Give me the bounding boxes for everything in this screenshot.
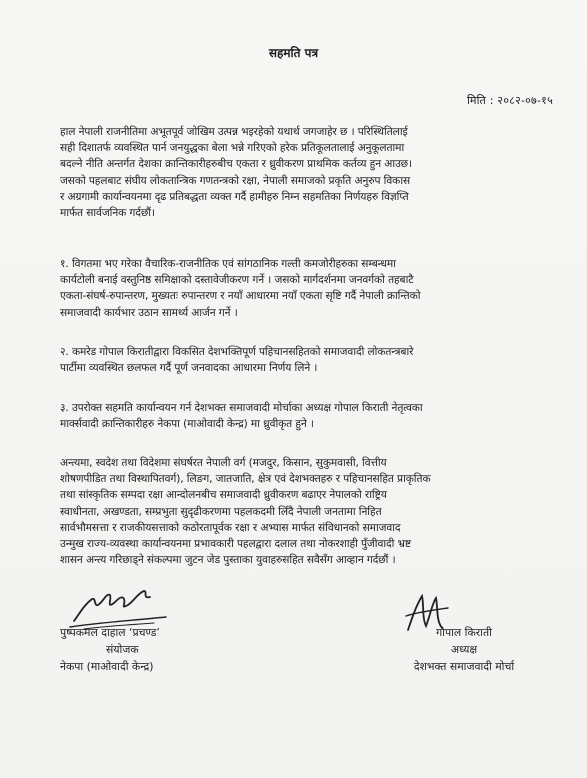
text-line: ३. उपरोक्त सहमति कार्यान्वयन गर्न देशभक्त समाजवादी मोर्चाका अध्यक्ष गोपाल किराती नेतृत्वका (60, 402, 423, 414)
text-line: मार्फत सार्वजनिक गर्दछौं। (60, 207, 155, 220)
signatory-left-org: नेकपा (माओवादी केन्द्र) (60, 660, 154, 673)
text-line: स्वाधीनता, अखण्डता, सम्प्रभुता सुदृढीकरणमा पहलकदमी लिँदै नेपाली जनतामा निहित (60, 505, 382, 518)
text-line: सही दिशातर्फ व्यवस्थित पार्न जनयुद्धका बेला भन्ने गरिएको हरेक प्रतिकूलतालाई अनुकूलतामा (60, 142, 405, 155)
text-line: शोषणपीडित तथा विस्थापितवर्ग), लिङग, जातजाति, क्षेत्र एवं देशभक्तहरु र पहिचानसहित प्राकृतिक (60, 473, 431, 486)
text-line: पार्टीमा व्यवस्थित छलफल गर्दै पूर्ण जनवादका आधारमा निर्णय लिने । (60, 362, 318, 375)
text-line: र अग्रगामी कार्यान्वयनमा दृढ प्रतिबद्धता व्यक्त गर्दै हामीहरु निम्न सहमतिका निर्णयहरु विज्ञप्ति (60, 190, 409, 203)
text-line: १. विगतमा भए गरेका वैचारिक-राजनीतिक एवं सांगठानिक गल्ती कमजोरीहरुका सम्बन्धमा (60, 258, 396, 270)
signatory-left (60, 624, 160, 675)
text-line: उन्मुख राज्य-व्यवस्था कार्यान्वयनमा प्रभावकारी पहलद्वारा दलाल तथा नोकरशाही पुँजीवादी भ्रष्ट (60, 538, 411, 551)
paragraph-conclusion (60, 455, 560, 568)
text-line: एकता-संघर्ष-रुपान्तरण, मुख्यतः रुपान्तरण र नयाँ आधारमा नयाँ एकता सृष्टि गर्दै नेपाली क्रान्तिको (60, 290, 421, 303)
text-line: अन्त्यमा, स्वदेश तथा विदेशमा संघर्षरत नेपाली वर्ग (मजदुर, किसान, सुकुमवासी, वित्तीय (60, 457, 387, 469)
paragraph-intro (60, 124, 560, 221)
signatory-left-role: संयोजक (106, 643, 139, 656)
text-line: मार्क्सवादी क्रान्तिकारीहरु नेकपा (माओवादी केन्द्र) मा ध्रुवीकृत हुने । (60, 418, 314, 431)
paragraph-point-3 (60, 400, 560, 432)
paragraph-point-2 (60, 344, 560, 376)
document-date: मिति : २०८२-०७-१५ (467, 94, 553, 107)
signatory-right-org: देशभक्त समाजवादी मोर्चा (413, 660, 515, 673)
signatory-right (379, 624, 549, 675)
signatory-left-name: पुष्पकमल दाहाल ‘प्रचण्ड’ (60, 626, 160, 639)
text-line: शासन अन्त्य गरिछाड्ने संकल्पमा जुटन जेड पुस्ताका युवाहरुसहित सवैसँग आव्हान गर्दछौं । (60, 554, 396, 567)
text-line: समाजवादी कार्यभार उठान सामर्थ्य आर्जन गर्ने । (60, 306, 238, 319)
paragraph-point-1 (60, 256, 560, 321)
text-line: २. कमरेड गोपाल किरातीद्वारा विकसित देशभक्तिपूर्ण पहिचानसहितको समाजवादी लोकतन्त्रबारे (60, 346, 414, 358)
text-line: तथा सांस्कृतिक सम्पदा रक्षा आन्दोलनबीच समाजवादी ध्रुवीकरण बढाएर नेपालको राष्ट्रिय (60, 489, 387, 502)
signatory-right-name: गोपाल किराती (436, 626, 492, 639)
text-line: बदल्ने नीति अन्तर्गत देशका क्रान्तिकारीहरुबीच एकता र ध्रुवीकरण प्राथमिक कर्तव्य हुन आउछ। (60, 158, 412, 171)
signatory-right-role: अध्यक्ष (450, 643, 478, 656)
text-line: हाल नेपाली राजनीतिमा अभूतपूर्व जोखिम उत्पन्न भइरहेको यथार्थ जगजाहेर छ । परिस्थितिलाई (60, 126, 408, 138)
document-title: सहमति पत्र (268, 46, 319, 60)
text-line: सार्वभौमसत्ता र राजकीयसत्ताको कठोरतापूर्वक रक्षा र अभ्यास मार्फत संविधानको समाजवाद (60, 521, 401, 534)
text-line: जसको पहलबाट संघीय लोकतान्त्रिक गणतन्त्रको रक्षा, नेपाली समाजको प्रकृति अनुरुप विकास (60, 174, 411, 187)
text-line: कार्यटोली बनाई वस्तुनिष्ठ समिक्षाको दस्तावेजीकरण गर्ने । जसको मार्गदर्शनमा जनवर्गको तहबाटै (60, 274, 414, 287)
